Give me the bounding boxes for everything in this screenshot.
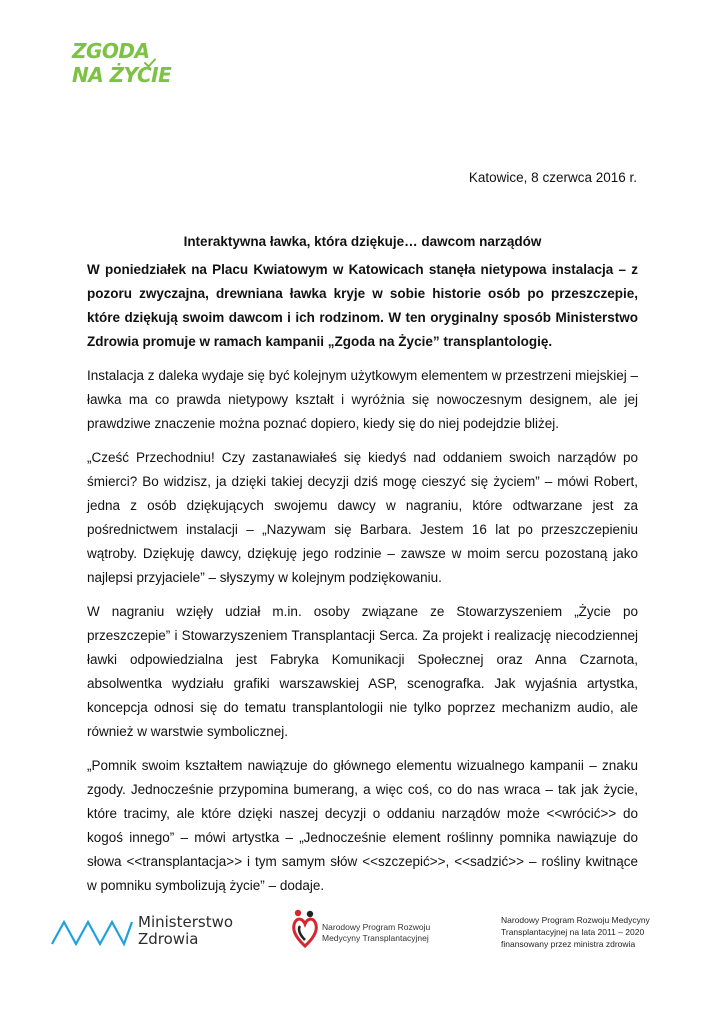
national-program-logo [290,906,450,952]
ministry-line2: Zdrowia [138,930,199,948]
heart-figure-icon [290,908,320,948]
logo-text-line2: NA ŻYCIE [72,63,172,87]
info-line2: Transplantacyjnej na lata 2011 – 2020 [501,927,645,937]
letter-body [87,230,638,908]
body-paragraph-1: Instalacja z daleka wydaje się być kolejnym użytkowym elementem w przestrzeni miejskiej – ławka ma co prawda nietypowy kształt i wyróżnia się nowoczesnym designem, ale jej prawdziwe znaczenie można poznać dopiero, kiedy się do niej podejdzie bliżej. [87,368,638,431]
ministry-of-health-logo [50,912,240,952]
ministry-zigzag-icon [50,914,134,950]
program-info [501,914,650,950]
logo-text-line1: ZGODA [72,39,150,63]
lead-paragraph: W poniedziałek na Placu Kwiatowym w Katowicach stanęła nietypowa instalacja – z pozoru zwyczajna, drewniana ławka kryje w sobie historie osób po przeszczepie, które dziękują swoim dawcom i ich rodzinom. W ten oryginalny sposób Ministerstwo Zdrowia promuje w ramach kampanii „Zgoda na Życie” transplantologię. [87,262,638,349]
info-line3: finansowany przez ministra zdrowia [501,939,636,949]
body-paragraph-3: W nagraniu wzięły udział m.in. osoby związane ze Stowarzyszeniem „Życie po przeszczepie” i Stowarzyszeniem Transplantacji Serca. Za projekt i realizację niecodziennej ławki odpowiedzialna jest Fabryka Komunikacji Społecznej oraz Anna Czarnota, absolwentka wydziału grafiki warszawskiej ASP, scenografka. Jak wyjaśnia artystka, koncepcja odnosi się do tematu transplantologii nie tylko poprzez mechanizm audio, ale również w warstwie symbolicznej. [87,604,638,739]
program-name [322,922,430,944]
program-line1: Narodowy Program Rozwoju [322,922,431,932]
letter-title: Interaktywna ławka, która dziękuje… dawcom narządów [183,234,542,249]
checkmark-icon [144,58,156,68]
body-paragraph-2: „Cześć Przechodniu! Czy zastanawiałeś się kiedyś nad oddaniem swoich narządów po śmierci? Bo widzisz, ja dzięki takiej decyzji dziś mogę cieszyć się życiem” – mówi Robert, jedna z osób dziękujących swojemu dawcy w nagraniu, które odtwarzane jest za pośrednictwem instalacji – „Nazywam się Barbara. Jestem 16 lat po przeszczepieniu wątroby. Dziękuję dawcy, dziękuję jego rodzinie – zawsze w moim sercu pozostaną jako najlepsi przyjaciele” – słyszymy w kolejnym podziękowaniu. [87,450,638,585]
ministry-name [138,914,233,948]
program-line2: Medycyny Transplantacyjnej [322,933,429,943]
info-line1: Narodowy Program Rozwoju Medycyny [501,915,650,925]
ministry-line1: Ministerstwo [138,913,234,931]
letter-date: Katowice, 8 czerwca 2016 r. [468,170,637,185]
zgoda-na-zycie-logo [72,40,172,96]
body-paragraph-4: „Pomnik swoim kształtem nawiązuje do głównego elementu wizualnego kampanii – znaku zgody. Jednocześnie przypomina bumerang, a więc coś, co do nas wraca – tak jak życie, które tracimy, ale które dzięki naszej decyzji o oddaniu narządów może <<wrócić>> do kogoś innego” – mówi artystka – „Jednocześnie element roślinny pomnika nawiązuje do słowa <<transplantacja>> i tym samym słów <<szczepić>>, <<sadzić>> – rośliny kwitnące w pomniku symbolizują życie” – dodaje. [87,758,638,893]
